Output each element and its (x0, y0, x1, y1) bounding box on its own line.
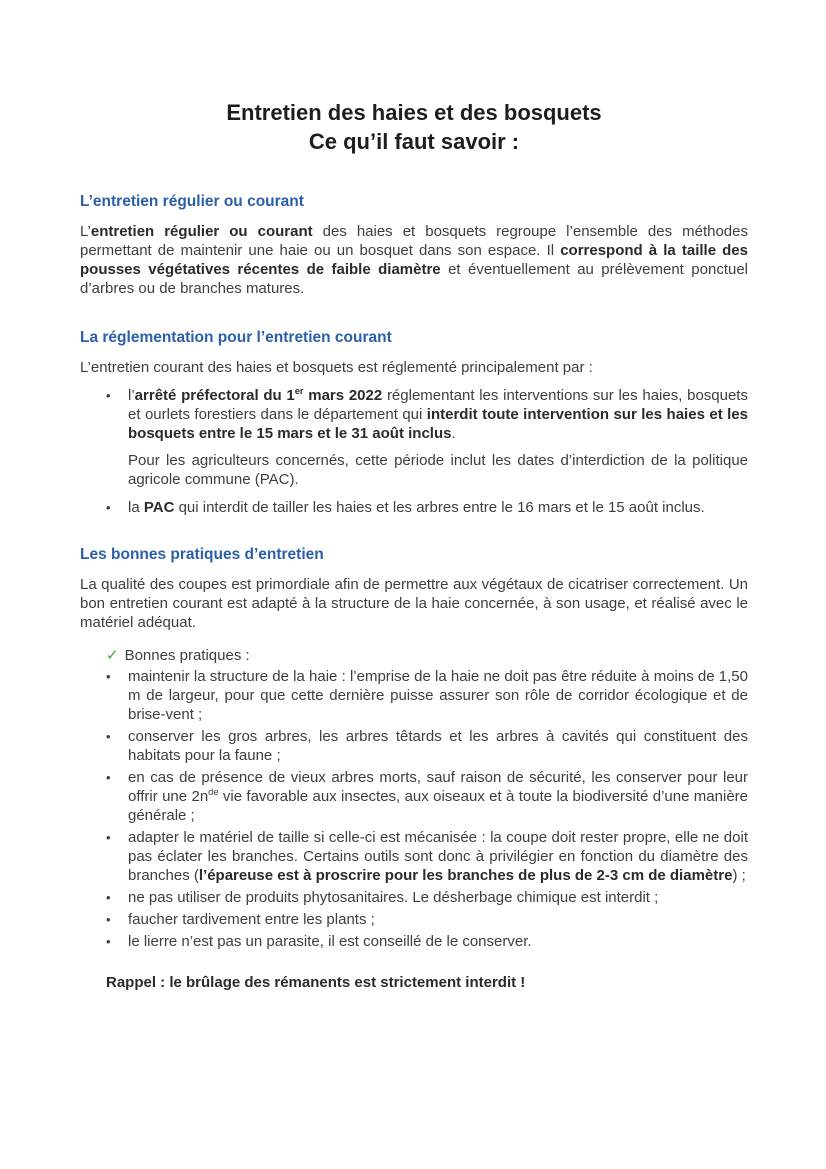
text-run: ) ; (732, 867, 746, 884)
text-run: PAC (143, 499, 175, 516)
text-run: er (294, 386, 304, 396)
check-icon: ✓ (106, 647, 119, 664)
text-run: et éventuellement au prélèvement ponctuel d’arbres ou de branches matures. (80, 261, 748, 297)
bullet-text-phytosanitaires (128, 888, 748, 907)
text-run: Bonnes pratiques : (124, 647, 250, 664)
text-run: interdit toute intervention sur les haies et les bosquets entre le 15 mars et le 31 août inclus (128, 406, 748, 442)
text-run: arrêté préfectoral du 1 (134, 387, 295, 404)
bullet-item-lierre (80, 932, 748, 951)
section-heading-entretien-regulier: L’entretien régulier ou courant (80, 193, 304, 210)
paragraph-reglementation-intro (80, 358, 748, 377)
bullet-text-structure-haie (128, 667, 748, 724)
title-line-2: Ce qu’il faut savoir : (308, 129, 520, 154)
section-reglementation (80, 328, 748, 517)
reminder-brulage-interdit (106, 973, 748, 992)
text-run: mars 2022 (303, 387, 383, 404)
text-run: vie favorable aux insectes, aux oiseaux et à toute la biodiversité d’une manière générale ; (128, 788, 748, 824)
text-run: maintenir la structure de la haie : l’emprise de la haie ne doit pas être réduite à moins de 1,50 m de largeur, pour que cette dernière puisse assurer son rôle de corridor écologique et de brise-vent ; (128, 668, 748, 723)
text-run: adapter le matériel de taille si celle-ci est mécanisée : la coupe doit rester propre, elle ne doit pas éclater les branches. Certains outils sont donc à privilégier en fonction du diamètre des branches ( (128, 829, 748, 884)
text-run: . (451, 425, 456, 442)
section-heading-reglementation: La réglementation pour l’entretien courant (80, 329, 392, 346)
check-line-bonnes-pratiques (106, 646, 748, 665)
document-title (80, 98, 748, 156)
text-run: Rappel : le brûlage des rémanents est strictement interdit ! (106, 974, 526, 991)
text-run: l’épareuse est à proscrire pour les branches de plus de 2-3 cm de diamètre (198, 867, 733, 884)
section-bonnes-pratiques (80, 545, 748, 992)
bullet-icon: • (106, 669, 111, 684)
text-run: conserver les gros arbres, les arbres têtards et les arbres à cavités qui constituent des habitats pour la faune ; (128, 728, 748, 764)
bullet-text-materiel-taille (128, 828, 748, 885)
text-run: l’ (128, 387, 135, 404)
bullet-text-arrete-prefectoral (128, 386, 748, 443)
bullet-text-fauche-tardive (128, 910, 748, 929)
bullet-text-gros-arbres (128, 727, 748, 765)
section-heading-bonnes-pratiques: Les bonnes pratiques d’entretien (80, 546, 324, 563)
text-run: ne pas utiliser de produits phytosanitaires. Le désherbage chimique est interdit ; (128, 889, 659, 906)
paragraph-definition (80, 222, 748, 298)
text-run: faucher tardivement entre les plants ; (128, 911, 375, 928)
bullet-text-arbres-morts (128, 768, 748, 825)
bullet-item-materiel-taille (80, 828, 748, 885)
bullet-item-pac (80, 498, 748, 517)
bullet-icon: • (106, 934, 111, 949)
text-run: en cas de présence de vieux arbres morts, sauf raison de sécurité, les conserver pour leur offrir une 2n (128, 769, 748, 805)
text-run: des haies et bosquets regroupe l’ensemble des méthodes permettant de maintenir une haie ou un bosquet dans son espace. Il (80, 223, 748, 259)
text-run: Pour les agriculteurs concernés, cette période inclut les dates d’interdiction de la politique agricole commune (PAC). (128, 452, 748, 488)
bullet-icon: • (106, 770, 111, 785)
text-run: La qualité des coupes est primordiale afin de permettre aux végétaux de cicatriser correctement. Un bon entretien courant est adapté à la structure de la haie concernée, à son usage, et réalisé avec le matériel adéquat. (80, 576, 748, 631)
text-run: L’entretien courant des haies et bosquets est réglementé principalement par : (80, 359, 593, 376)
text-run: correspond à la taille des pousses végétatives récentes de faible diamètre (80, 242, 748, 278)
bullet-item-arrete-prefectoral (80, 386, 748, 443)
text-run: L’ (80, 223, 91, 240)
bullet-icon: • (106, 388, 111, 403)
bullet-icon: • (106, 912, 111, 927)
title-line-1: Entretien des haies et des bosquets (226, 100, 602, 125)
check-line-label (125, 647, 250, 664)
text-run: entretien régulier ou courant (90, 223, 313, 240)
text-run: qui interdit de tailler les haies et les arbres entre le 16 mars et le 15 août inclus. (174, 499, 705, 516)
text-run: la (128, 499, 144, 516)
bullet-icon: • (106, 890, 111, 905)
bullet-icon: • (106, 500, 111, 515)
section-entretien-regulier (80, 192, 748, 298)
bonnes-pratiques-list (80, 667, 748, 951)
paragraph-qualite-coupes (80, 575, 748, 632)
paragraph-agriculteurs-pac (128, 451, 748, 489)
bullet-item-fauche-tardive (80, 910, 748, 929)
bullet-text-lierre (128, 932, 748, 951)
text-run: réglementant les interventions sur les haies, bosquets et ourlets forestiers dans le département qui (128, 387, 748, 423)
text-run: de (208, 787, 219, 797)
bullet-icon: • (106, 830, 111, 845)
bullet-item-structure-haie (80, 667, 748, 724)
bullet-item-arbres-morts (80, 768, 748, 825)
bullet-icon: • (106, 729, 111, 744)
bullet-item-gros-arbres (80, 727, 748, 765)
text-run: le lierre n’est pas un parasite, il est conseillé de le conserver. (128, 933, 532, 950)
bullet-item-phytosanitaires (80, 888, 748, 907)
bullet-text-pac (128, 498, 748, 517)
